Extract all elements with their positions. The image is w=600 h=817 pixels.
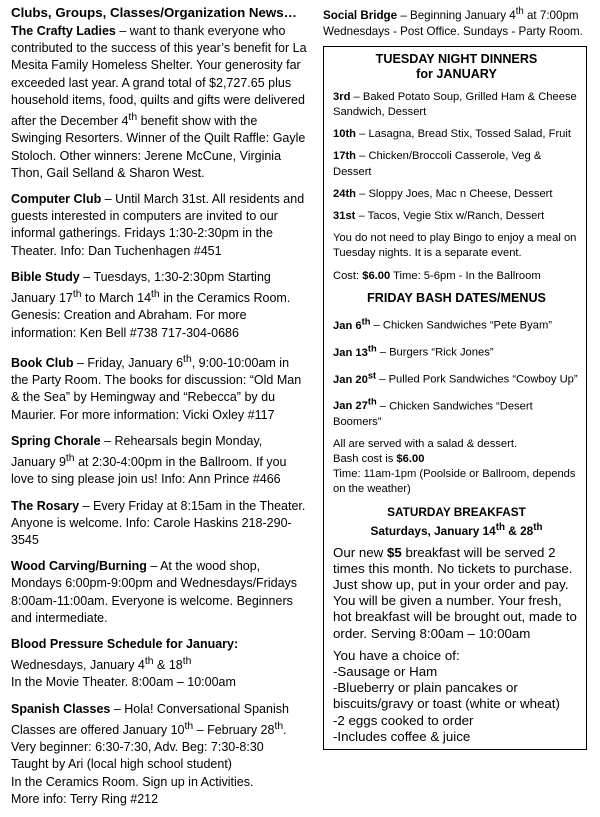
list-item: -Includes coffee & juice [333,728,471,744]
breakfast-choices: You have a choice of: -Sausage or Ham -Blueberry or plain pancakes or biscuits/gravy or toast (white or wheat) -2 eggs cooked to order -Includes coffee & juice [333,647,560,744]
social-bridge-item: Social Bridge – Beginning January 4th at 7:00pm Wednesdays - Post Office. Sundays - Party Room. [323,6,583,38]
bash-item: Jan 27th – Chicken Sandwiches “Desert Boomers” [333,396,533,428]
list-item: -Blueberry or plain pancakes or biscuits/gravy or toast (white or wheat) [333,680,560,712]
spanish-classes-title: Spanish Classes [11,701,111,716]
wood-carving-title: Wood Carving/Burning [11,559,147,574]
bible-study-title: Bible Study [11,269,80,284]
bash-item: Jan 13th – Burgers “Rick Jones” [333,342,494,359]
saturday-breakfast-title: SATURDAY BREAKFAST Saturdays, January 14th & 28th [370,504,543,538]
bash-item: Jan 6th – Chicken Sandwiches “Pete Byam” [333,315,552,332]
list-item: -2 eggs cooked to order [333,712,474,728]
right-column [323,4,588,750]
computer-club-title: Computer Club [11,191,102,206]
dinner-item: 24th – Sloppy Joes, Mac n Cheese, Dessert [333,187,553,200]
computer-club-item: Computer Club – Until March 31st. All residents and guests interested in computers are invited to our informal gatherings. Fridays 1:30-2:30pm in the Theater. Info: Dan Tuchenhagen #451 [11,191,305,258]
wood-carving-item: Wood Carving/Burning – At the wood shop, Mondays 6:00pm-9:00pm and Wednesdays/Fridays 8:00am-11:00am. Everyone is welcome. Beginners and intermediate. [11,559,298,625]
dinner-note: You do not need to play Bingo to enjoy a meal on Tuesday nights. It is a separate event. [333,232,577,260]
blood-pressure-item: Blood Pressure Schedule for January: Wednesdays, January 4th & 18th In the Movie Theater. 8:00am – 10:00am [11,636,239,690]
friday-bash-title: FRIDAY BASH DATES/MENUS [367,290,546,305]
social-bridge-title: Social Bridge [323,8,398,22]
dinner-cost: Cost: $6.00 Time: 5-6pm - In the Ballroom [333,269,541,282]
left-column [11,4,307,817]
crafty-ladies-item: The Crafty Ladies – want to thank everyone who contributed to the success of this year’s benefit for La Mesita Family Homeless Shelter. Your generosity far exceeded last year. A grand total of $2,727.65 plus household items, food, quilts and gifts were delivered after the December 4th benefit show with the Swinging Resorters. Winner of the Quilt Raffle: Gayle Stoloch. Other winners: Jerene McCune, Virginia Thon, Gail Selland & Sharon West. [11,24,307,180]
tuesday-dinners-title: TUESDAY NIGHT DINNERS for JANUARY [375,51,538,81]
page-title: Clubs, Groups, Classes/Organization News… [11,5,297,20]
spring-chorale-item: Spring Chorale – Rehearsals begin Monday, January 9th at 2:30-4:00pm in the Ballroom. If you love to sing please join us! Info: Ann Prince #466 [11,433,287,487]
bash-item: Jan 20st – Pulled Pork Sandwiches “Cowboy Up” [333,369,578,386]
dinner-item: 10th – Lasagna, Bread Stix, Tossed Salad, Fruit [333,128,571,141]
blood-pressure-title: Blood Pressure Schedule for January: [11,636,239,651]
meals-box [323,46,587,750]
spanish-classes-item: Spanish Classes – Hola! Conversational Spanish Classes are offered January 10th – February 28th. Very beginner: 6:30-7:30, Adv. Beg: 7:30-8:30 Taught by Ari (local high school student) In the Ceramics Room. Sign up in Activities. More info: Terry Ring #212 [11,701,289,806]
rosary-title: The Rosary [11,498,80,513]
dinner-item: 17th – Chicken/Broccoli Casserole, Veg & Dessert [333,150,542,178]
rosary-item: The Rosary – Every Friday at 8:15am in the Theater. Anyone is welcome. Info: Carole Haskins 218-290-3545 [11,498,306,547]
breakfast-details [333,545,580,745]
dinner-item: 31st – Tacos, Vegie Stix w/Ranch, Dessert [333,210,545,223]
book-club-title: Book Club [11,355,74,370]
bible-study-item: Bible Study – Tuesdays, 1:30-2:30pm Starting January 17th to March 14th in the Ceramics Room. Genesis: Creation and Abraham. For more information: Ken Bell #738 717-304-0686 [11,269,291,340]
dinner-item: 3rd – Baked Potato Soup, Grilled Ham & Cheese Sandwich, Dessert [333,90,577,119]
list-item: -Sausage or Ham [333,664,438,679]
book-club-item: Book Club – Friday, January 6th, 9:00-10:00am in the Party Room. The books for discussion: “Old Man & the Sea” by Hemingway and “Rebecca” by du Maurier. For more information: Vicki Oxley #117 [11,353,302,422]
breakfast-text: Our new $5 breakfast will be served 2 times this month. No tickets to purchase. Just show up, put in your order and pay. You will be given a number. Your fresh, hot breakfast will be brought out, made to order. Serving 8:00am – 10:00am [333,544,577,641]
crafty-ladies-title: The Crafty Ladies [11,24,116,38]
spring-chorale-title: Spring Chorale [11,433,101,448]
bash-details: All are served with a salad & dessert. Bash cost is $6.00 Time: 11am-1pm (Poolside or Ballroom, depends on the weather) [333,437,576,496]
